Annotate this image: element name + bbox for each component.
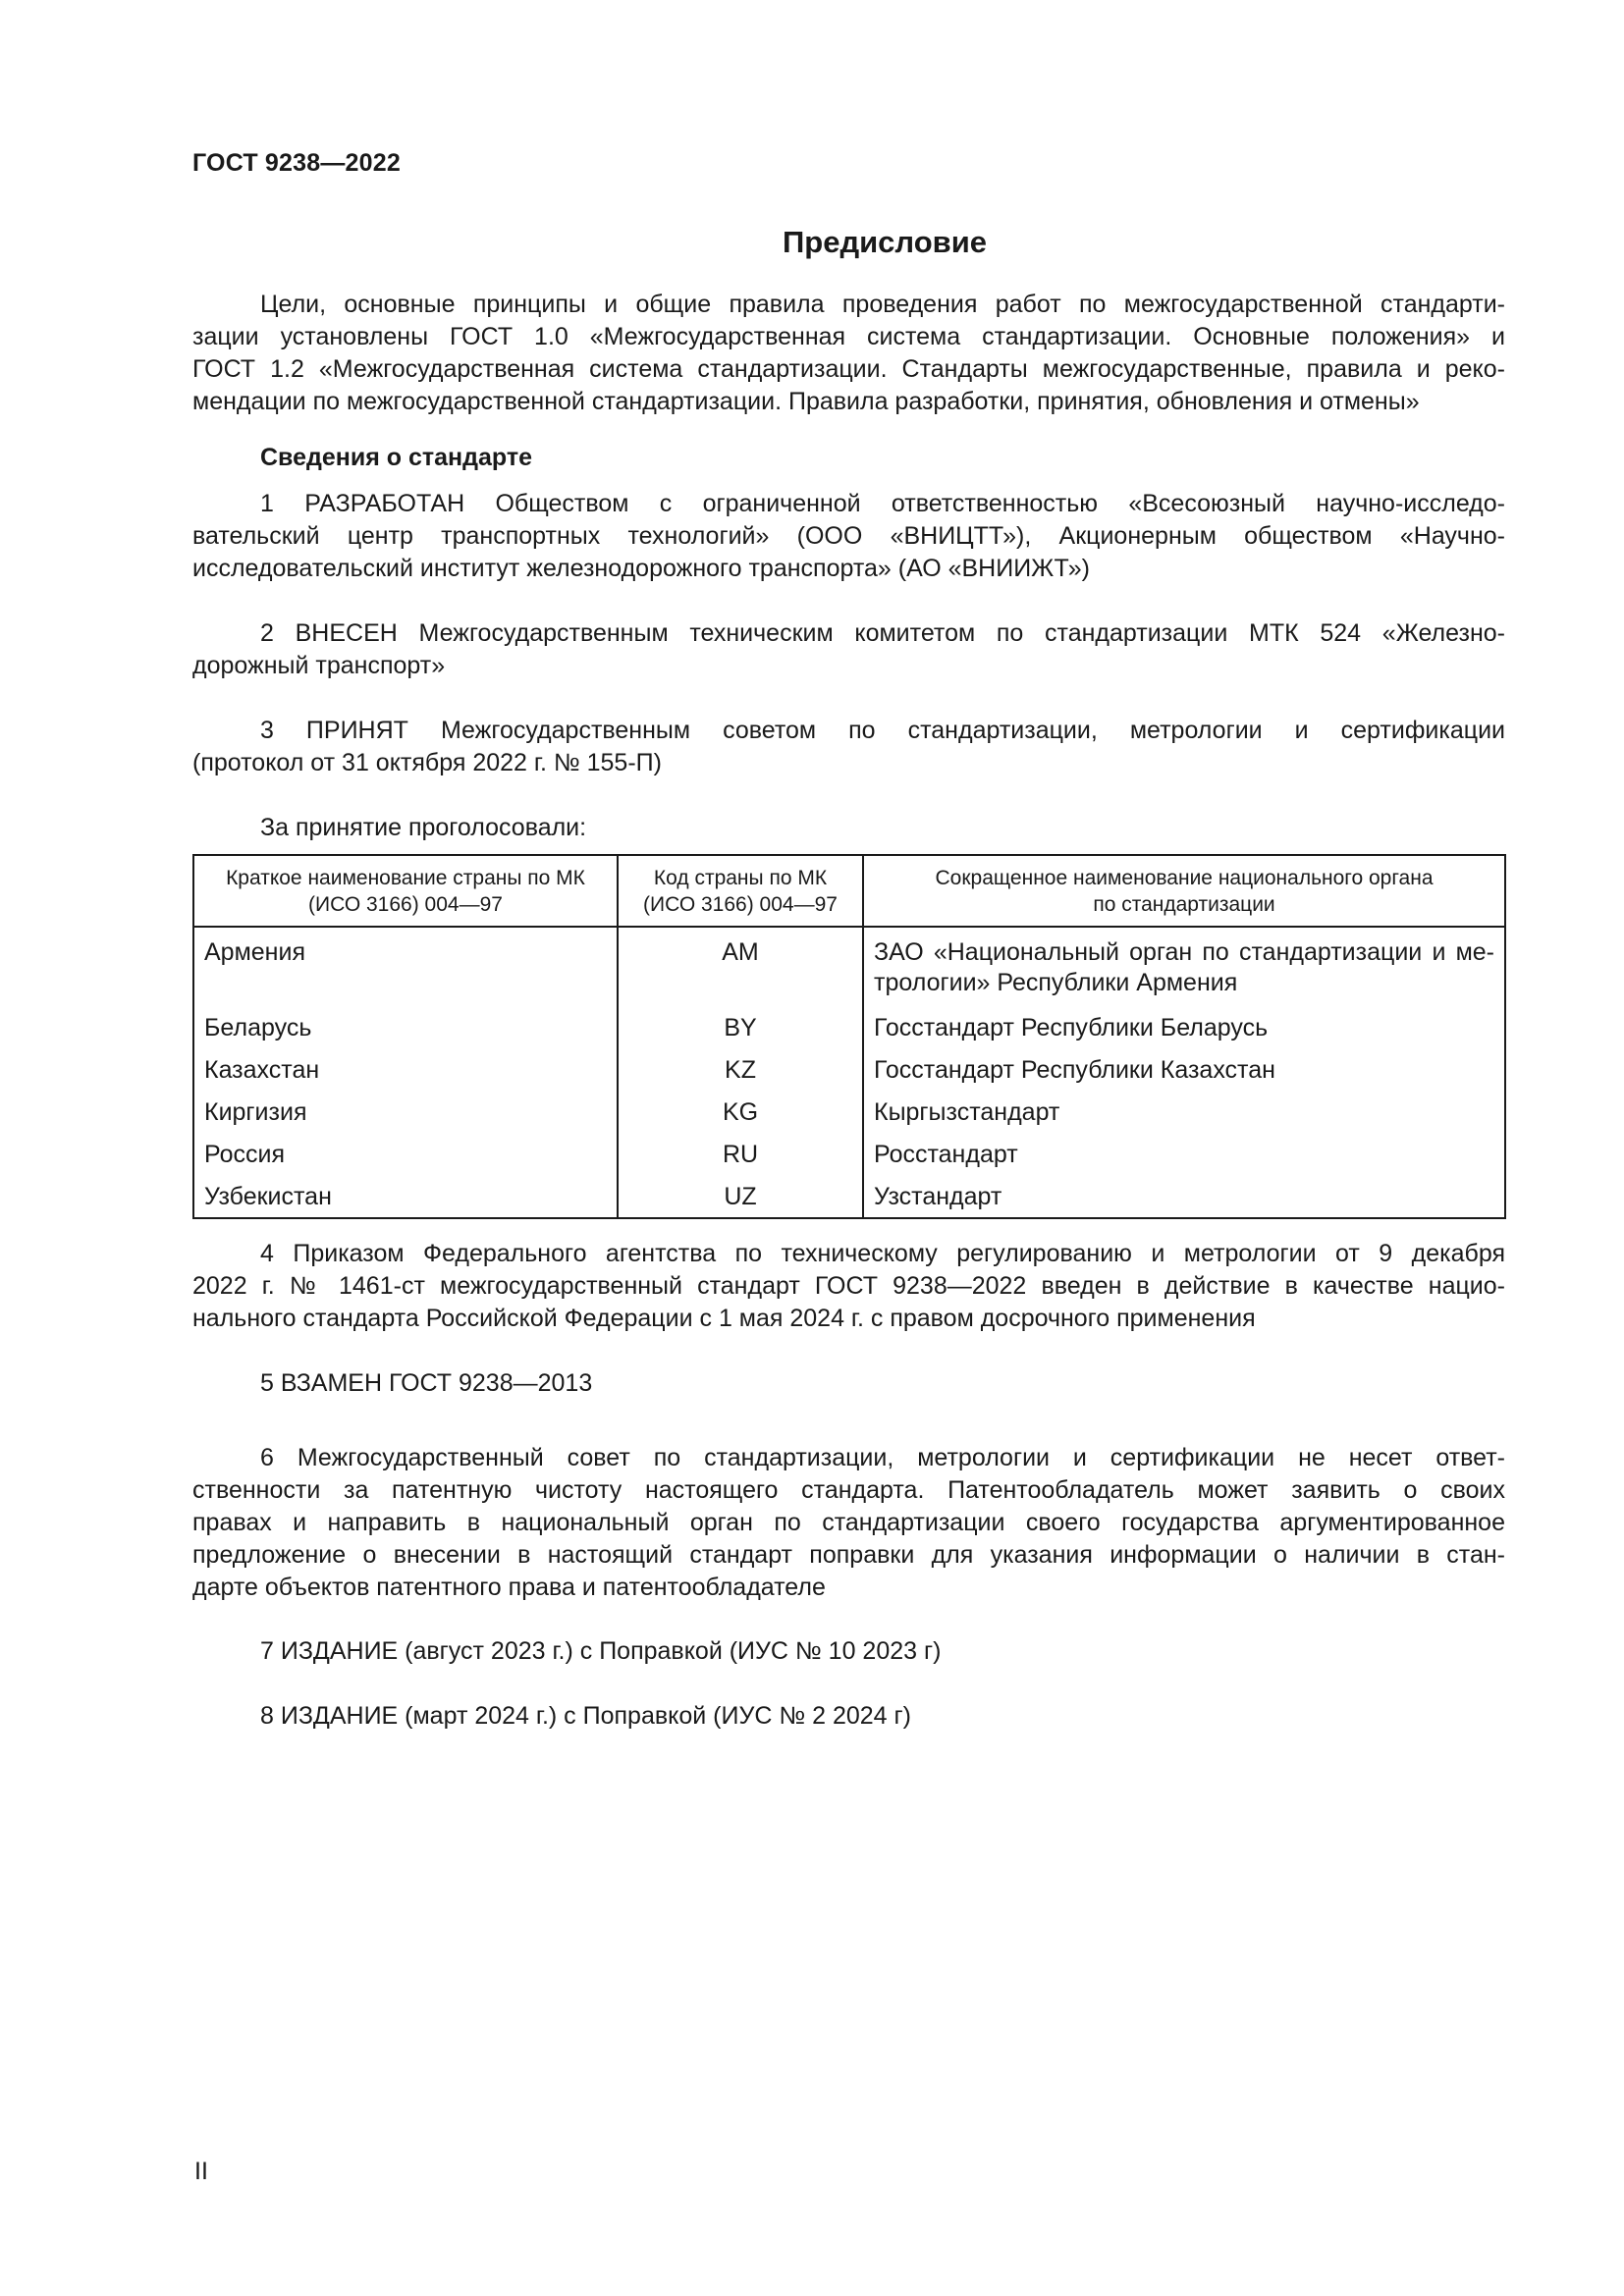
table-row	[193, 927, 1505, 1006]
voting-table	[192, 854, 1506, 1219]
item-2-line: дорожный транспорт»	[192, 652, 446, 679]
agency-cell: Госстандарт Республики Беларусь	[874, 1014, 1269, 1041]
item-7: 7 ИЗДАНИЕ (август 2023 г.) с Поправкой (ИУС № 10 2023 г)	[260, 1637, 942, 1665]
country-cell: Армения	[193, 927, 618, 1006]
item-1-line: 1 РАЗРАБОТАН Обществом с ограниченной ответственностью «Всесоюзный научно-исследо-	[260, 490, 1505, 517]
item-6-line: 6 Межгосударственный совет по стандартизации, метрологии и сертификации не несет ответ-	[260, 1444, 1505, 1471]
header-country-code: Код страны по МК (ИСО 3166) 004—97	[618, 855, 863, 927]
country-code-cell: KZ	[618, 1048, 863, 1091]
country-code-cell: BY	[618, 1006, 863, 1048]
item-4-line: 4 Приказом Федерального агентства по техническому регулированию и метрологии от 9 декабря	[260, 1240, 1505, 1267]
country-cell: Киргизия	[193, 1091, 618, 1133]
agency-cell: Госстандарт Республики Казахстан	[874, 1056, 1275, 1084]
intro-paragraph	[192, 289, 1505, 418]
item-6-line: правах и направить в национальный орган по стандартизации своего государства аргументированное	[192, 1509, 1505, 1536]
item-3-line: (протокол от 31 октября 2022 г. № 155-П)	[192, 749, 662, 776]
page-number: II	[194, 2158, 208, 2185]
country-cell: Беларусь	[193, 1006, 618, 1048]
table-row	[193, 1175, 1505, 1218]
item-1-line: исследовательский институт железнодорожного транспорта» (АО «ВНИИЖТ»)	[192, 555, 1090, 582]
item-3-line: 3 ПРИНЯТ Межгосударственным советом по стандартизации, метрологии и сертификации	[260, 717, 1505, 744]
country-cell: Узбекистан	[193, 1175, 618, 1218]
table-row	[193, 1048, 1505, 1091]
item-2-line: 2 ВНЕСЕН Межгосударственным техническим комитетом по стандартизации МТК 524 «Железно-	[260, 619, 1505, 647]
intro-line: ГОСТ 1.2 «Межгосударственная система стандартизации. Стандарты межгосударственные, правила и реко-	[192, 355, 1505, 383]
intro-line: Цели, основные принципы и общие правила проведения работ по межгосударственной стандарти-	[260, 291, 1505, 318]
voted-label: За принятие проголосовали:	[260, 814, 587, 841]
intro-line: мендации по межгосударственной стандартизации. Правила разработки, принятия, обновления и отмены»	[192, 388, 1420, 415]
item-6-line: предложение о внесении в настоящий стандарт поправки для указания информации о наличии в стан-	[192, 1541, 1505, 1569]
item-8: 8 ИЗДАНИЕ (март 2024 г.) с Поправкой (ИУС № 2 2024 г)	[260, 1702, 911, 1730]
intro-line: зации установлены ГОСТ 1.0 «Межгосударственная система стандартизации. Основные положения» и	[192, 323, 1505, 350]
item-6-paragraph	[192, 1442, 1505, 1604]
country-cell: Казахстан	[193, 1048, 618, 1091]
table-row	[193, 1133, 1505, 1175]
agency-cell: Кыргызстандарт	[874, 1098, 1060, 1126]
item-3-paragraph	[192, 715, 1505, 779]
item-1-line: вательский центр транспортных технологий» (ООО «ВНИЦТТ»), Акционерным обществом «Научно-	[192, 522, 1505, 550]
item-4-line: нального стандарта Российской Федерации с 1 мая 2024 г. с правом досрочного применения	[192, 1305, 1256, 1332]
header-agency-name: Сокращенное наименование национального органа по стандартизации	[863, 855, 1505, 927]
item-2-paragraph	[192, 617, 1505, 682]
agency-cell: Росстандарт	[874, 1141, 1018, 1168]
item-5: 5 ВЗАМЕН ГОСТ 9238—2013	[260, 1369, 593, 1397]
table-row	[193, 1006, 1505, 1048]
document-code: ГОСТ 9238—2022	[192, 149, 401, 177]
agency-cell: ЗАО «Национальный орган по стандартизации и ме- трологии» Республики Армения	[874, 938, 1494, 996]
item-6-line: ственности за патентную чистоту настоящего стандарта. Патентообладатель может заявить о своих	[192, 1476, 1505, 1504]
item-1-paragraph	[192, 488, 1505, 585]
agency-cell: Узстандарт	[874, 1183, 1002, 1210]
page-title: Предисловие	[782, 225, 987, 259]
item-4-paragraph	[192, 1238, 1505, 1335]
country-code-cell: UZ	[618, 1175, 863, 1218]
item-4-line: 2022 г. № 1461-ст межгосударственный стандарт ГОСТ 9238—2022 введен в действие в качестве нацио-	[192, 1272, 1505, 1300]
table-row	[193, 1091, 1505, 1133]
country-code-cell: AM	[618, 927, 863, 1006]
country-cell: Россия	[193, 1133, 618, 1175]
country-code-cell: KG	[618, 1091, 863, 1133]
header-country-name: Краткое наименование страны по МК (ИСО 3166) 004—97	[193, 855, 618, 927]
item-6-line: дарте объектов патентного права и патентообладателе	[192, 1574, 826, 1601]
section-heading: Сведения о стандарте	[260, 444, 533, 471]
table-header-row	[193, 855, 1505, 927]
country-code-cell: RU	[618, 1133, 863, 1175]
